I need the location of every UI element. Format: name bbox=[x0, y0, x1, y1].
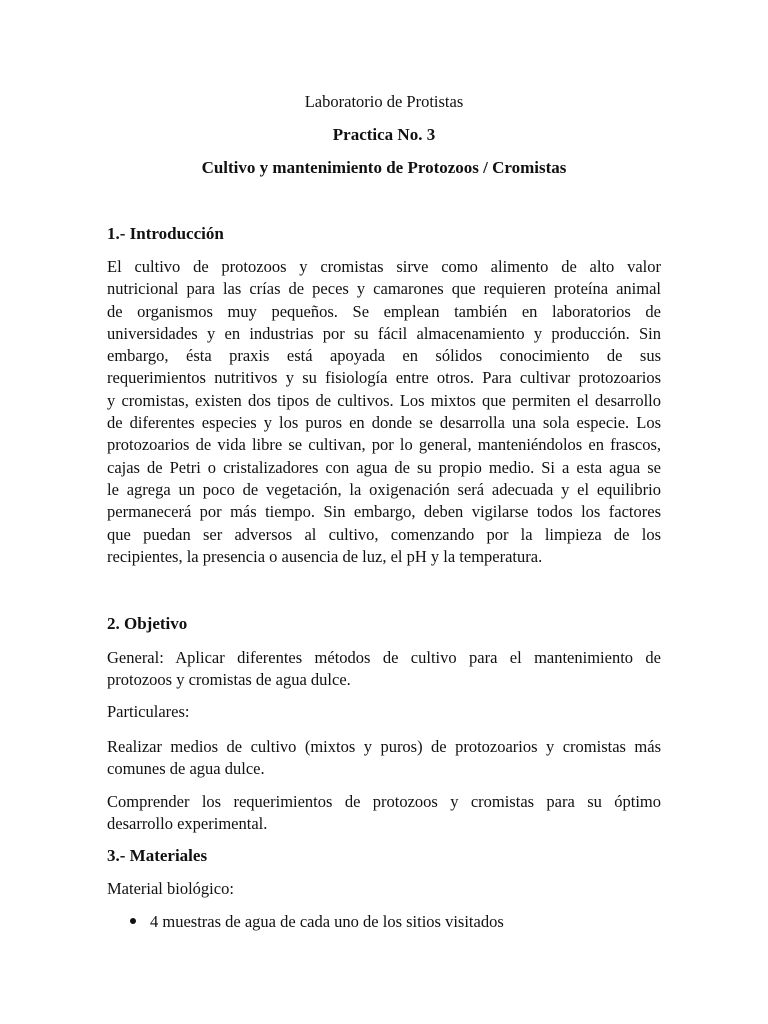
section-heading-objetivo: 2. Objetivo bbox=[107, 614, 188, 633]
material-biologico-label: Material biológico: bbox=[107, 879, 234, 898]
paragraph-line: y cromistas, existen dos tipos de cultivos. Los mixtos que permiten el desarrollo bbox=[107, 390, 661, 410]
objetivo-particular-1 bbox=[107, 736, 661, 781]
list-item bbox=[130, 912, 504, 932]
paragraph-line: que puedan ser adversos al cultivo, comenzando por la limpieza de los bbox=[107, 524, 661, 544]
bullet-icon bbox=[130, 918, 136, 924]
list-item-text: 4 muestras de agua de cada uno de los sitios visitados bbox=[150, 912, 504, 931]
paragraph-line: desarrollo experimental. bbox=[107, 814, 268, 834]
paragraph-line: nutricional para las crías de peces y camarones que requieren proteína animal bbox=[107, 279, 661, 299]
practice-number: Practica No. 3 bbox=[332, 125, 436, 144]
paragraph-line: requerimientos nutritivos y su fisiología entre otros. Para cultivar protozoarios bbox=[107, 368, 661, 388]
paragraph-line: de organismos muy pequeños. Se emplean también en laboratorios de bbox=[107, 301, 661, 321]
paragraph-line: cajas de Petri o cristalizadores con agua de su propio medio. Si a esta agua se bbox=[107, 457, 661, 477]
objetivo-general-paragraph bbox=[107, 647, 661, 692]
paragraph-line: recipientes, la presencia o ausencia de luz, el pH y la temperatura. bbox=[107, 546, 543, 566]
paragraph-line: El cultivo de protozoos y cromistas sirve como alimento de alto valor bbox=[107, 257, 661, 276]
lab-title: Laboratorio de Protistas bbox=[304, 92, 464, 111]
practice-subtitle: Cultivo y mantenimiento de Protozoos / Cromistas bbox=[201, 158, 567, 177]
section-heading-introduccion: 1.- Introducción bbox=[107, 224, 224, 243]
objetivo-particular-2 bbox=[107, 791, 661, 836]
paragraph-line: le agrega un poco de vegetación, la oxigenación será adecuada y el equilibrio bbox=[107, 479, 661, 499]
paragraph-line: protozoarios de vida libre se cultivan, por lo general, manteniéndolos en frascos, bbox=[107, 435, 661, 455]
paragraph-line: de diferentes especies y los puros en donde se desarrolla una sola especie. Los bbox=[107, 413, 661, 433]
paragraph-line: permanecerá por más tiempo. Sin embargo, deben vigilarse todos los factores bbox=[107, 502, 661, 522]
paragraph-line: protozoos y cromistas de agua dulce. bbox=[107, 670, 351, 690]
introduccion-paragraph bbox=[107, 256, 661, 568]
paragraph-line: Comprender los requerimientos de protozoos y cromistas para su óptimo bbox=[107, 792, 661, 811]
section-heading-materiales: 3.- Materiales bbox=[107, 846, 208, 865]
paragraph-line: General: Aplicar diferentes métodos de cultivo para el mantenimiento de bbox=[107, 648, 661, 667]
paragraph-line: Realizar medios de cultivo (mixtos y puros) de protozoarios y cromistas más bbox=[107, 737, 661, 756]
paragraph-line: comunes de agua dulce. bbox=[107, 759, 265, 779]
paragraph-line: embargo, ésta praxis está apoyada en sólidos conocimiento de sus bbox=[107, 346, 661, 366]
paragraph-line: universidades y en industrias por su fácil almacenamiento y producción. Sin bbox=[107, 323, 661, 343]
particulares-label: Particulares: bbox=[107, 702, 190, 721]
